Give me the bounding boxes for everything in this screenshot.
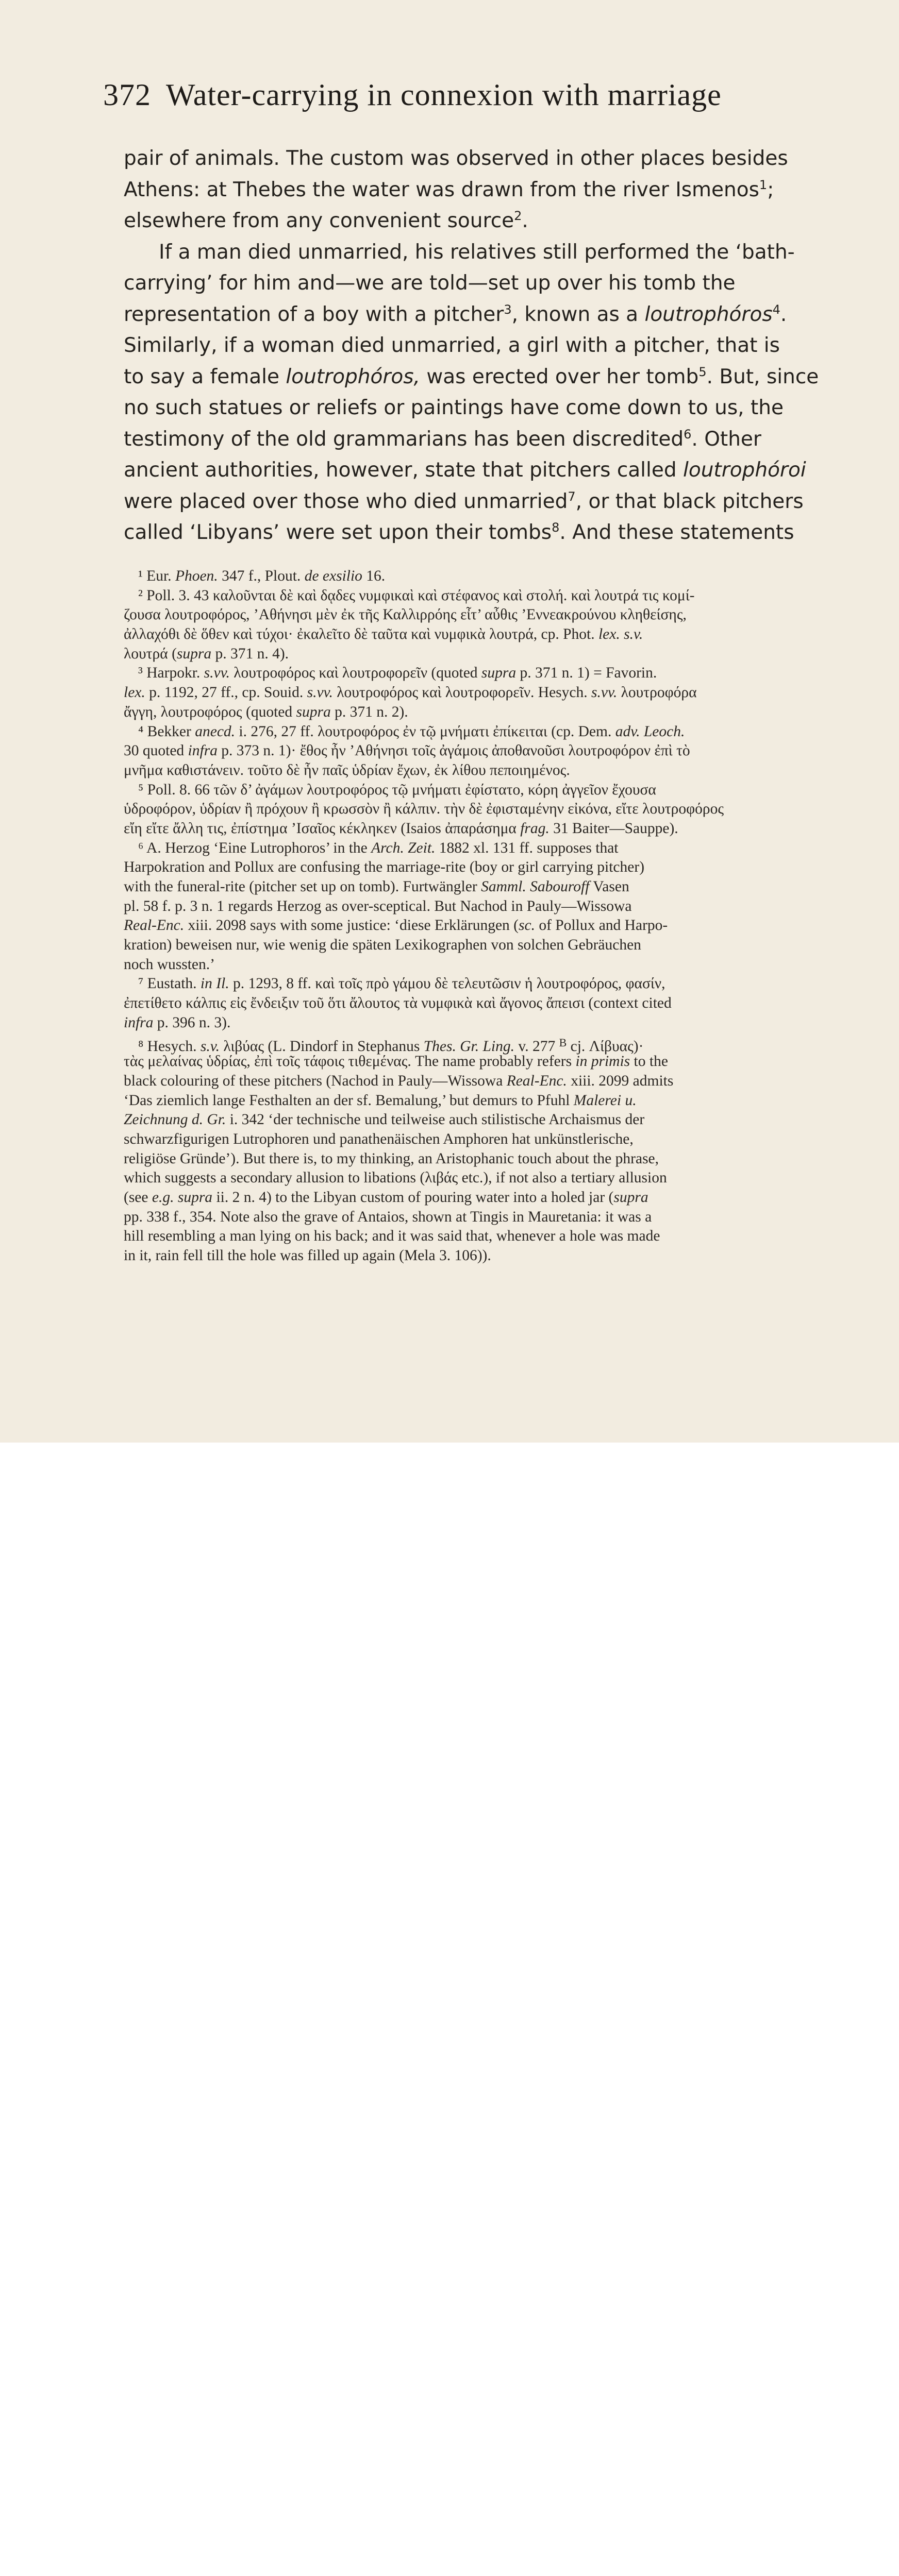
text-span: Similarly, if a woman died unmarried, a girl with a pitcher, that is	[124, 334, 780, 357]
text-span: , known as a	[511, 302, 645, 326]
fn-span: ἐπετίθετο κάλπις εἰς ἔνδειξιν τοῦ ὅτι ἄλουτος τὰ νυμφικὰ καὶ ἄγονος ἄπεισι (context cited	[124, 995, 672, 1012]
text-span: .	[522, 209, 528, 232]
footnote-line	[124, 1110, 851, 1130]
text-span: . And these statements	[559, 521, 794, 544]
fn-italic: e.g. supra	[152, 1189, 213, 1206]
text-span: pair of animals. The custom was observed in other places besides	[124, 147, 788, 170]
italic-term: loutrophóroi	[683, 459, 806, 482]
footnote-ref: 4	[772, 302, 780, 317]
text-line	[124, 268, 845, 299]
footnote-line	[124, 1227, 851, 1246]
fn-italic: Real-Enc.	[124, 917, 185, 934]
fn-italic: lex.	[124, 684, 145, 701]
fn-italic: supra	[176, 645, 212, 662]
text-line	[124, 517, 845, 549]
fn-italic: supra	[613, 1189, 648, 1206]
fn-italic: s.vv.	[307, 684, 333, 701]
fn-span: of Pollux and Harpo-	[535, 917, 668, 934]
text-line	[124, 175, 845, 206]
fn-span: (see	[124, 1189, 152, 1206]
footnote-line	[124, 1013, 851, 1033]
fn-span: ii. 2 n. 4) to the Libyan custom of pouring water into a holed jar (	[212, 1189, 614, 1206]
fn-italic: supra	[481, 665, 517, 682]
text-span: representation of a boy with a pitcher	[124, 302, 504, 326]
fn-italic: Malerei u.	[573, 1092, 637, 1109]
fn-span: xiii. 2099 admits	[567, 1072, 674, 1089]
fn-italic: Arch. Zeit.	[371, 839, 436, 856]
fn-span: ⁸ Hesych.	[138, 1038, 201, 1055]
footnote-line	[124, 916, 851, 936]
fn-span: schwarzfigurigen Lutrophoren und panathenäischen Amphoren hat unkünstlerische,	[124, 1130, 634, 1147]
fn-span: hill resembling a man lying on his back; and it was said that, whenever a hole was made	[124, 1228, 660, 1245]
fn-span: ² Poll. 3. 43 καλοῦνται δὲ καὶ δᾳδες νυμφικαὶ καὶ στέφανος καὶ στολή. καὶ λουτρά τις κομί-	[138, 587, 695, 604]
fn-italic: infra	[188, 742, 218, 759]
fn-italic: s.v.	[200, 1038, 220, 1055]
fn-span: i. 276, 27 ff. λουτροφόρος ἐν τῷ μνήματι ἐπίκειται (cp. Dem.	[235, 723, 615, 740]
running-title: Water-carrying in connexion with marriage	[165, 78, 722, 112]
text-line	[124, 237, 845, 268]
footnote-line	[124, 800, 851, 819]
fn-span: 347 f., Plout.	[218, 568, 305, 584]
footnote-line	[124, 761, 851, 781]
footnote-line	[124, 819, 851, 839]
footnote-line	[124, 1130, 851, 1149]
text-span: ;	[767, 178, 774, 201]
fn-span: ‘Das ziemlich lange Festhalten an der sf. Bemalung,’ but demurs to Pfuhl	[124, 1092, 574, 1109]
fn-span: i. 342 ‘der technische und teilweise auch stilistische Archaismus der	[226, 1111, 645, 1128]
fn-italic: anecd.	[195, 723, 236, 740]
footnote-ref: 7	[568, 489, 576, 504]
fn-span: ¹ Eur.	[138, 568, 175, 584]
italic-term: loutrophóros	[644, 302, 773, 326]
footnote-line	[124, 625, 851, 645]
fn-span: p. 371 n. 4).	[211, 645, 289, 662]
fn-span: ³ Harpokr.	[138, 665, 204, 682]
fn-italic: s.vv.	[591, 684, 618, 701]
footnote-line	[124, 1072, 851, 1091]
fn-span: 30 quoted	[124, 742, 188, 759]
text-line	[124, 455, 845, 486]
footnote-line	[124, 955, 851, 975]
text-span: If a man died unmarried, his relatives still performed the ‘bath-	[159, 240, 795, 264]
footnote-line	[124, 683, 851, 703]
fn-italic: s.vv.	[204, 665, 230, 682]
text-span: ancient authorities, however, state that pitchers called	[124, 459, 683, 482]
fn-span: ⁵ Poll. 8. 66 τῶν δ’ ἀγάμων λουτροφόρος τῷ μνήματι ἐφίστατο, κόρη ἀγγεῖον ἔχουσα	[138, 781, 656, 798]
text-line	[124, 299, 845, 331]
text-span: no such statues or reliefs or paintings have come down to us, the	[124, 396, 784, 419]
fn-italic: supra	[296, 703, 331, 720]
fn-span: ζουσα λουτροφόρος, ’Αθήνησι μὲν ἐκ τῆς Καλλιρρόης εἶτ’ αὖθις ’Εννεακρούνου κληθείσης,	[124, 606, 687, 623]
fn-span: ἀλλαχόθι δὲ ὅθεν καὶ τύχοι· ἐκαλεῖτο δὲ ταῦτα καὶ νυμφικὰ λουτρά, cp. Phot.	[124, 626, 598, 643]
footnote-ref: 8	[552, 520, 560, 535]
fn-italic: in Il.	[200, 975, 229, 992]
fn-span: p. 371 n. 2).	[330, 703, 408, 720]
fn-span: kration) beweisen nur, wie wenig die späten Lexikographen von solchen Gebräuchen	[124, 937, 641, 954]
text-line	[124, 143, 845, 175]
fn-span: ἄγγη, λουτροφόρος (quoted	[124, 703, 296, 720]
footnote-line	[124, 839, 851, 858]
fn-span: p. 373 n. 1)· ἔθος ἦν ’Αθήνησι τοῖς ἀγάμοις ἀποθανοῦσι λουτροφόρον ἐπὶ τὸ	[217, 742, 690, 759]
footnote-line	[124, 605, 851, 625]
footnote-line	[124, 877, 851, 897]
footnote-line	[124, 781, 851, 800]
fn-span: 31 Baiter—Sauppe).	[549, 820, 678, 837]
text-span: . But, since	[706, 365, 819, 388]
text-line	[124, 393, 845, 424]
footnote-line	[124, 974, 851, 994]
footnote-line	[124, 1149, 851, 1169]
fn-italic: de exsilio	[304, 568, 362, 584]
footnote-line	[124, 1168, 851, 1188]
fn-italic: in primis	[575, 1053, 630, 1070]
text-span: Athens: at Thebes the water was drawn from the river Ismenos	[124, 178, 759, 201]
fn-span: to the	[630, 1053, 668, 1070]
text-span: elsewhere from any convenient source	[124, 209, 514, 232]
text-span: , or that black pitchers	[575, 489, 804, 513]
fn-span: p. 371 n. 1) = Favorin.	[516, 665, 657, 682]
footnote-line	[124, 741, 851, 761]
fn-span: ⁶ A. Herzog ‘Eine Lutrophoros’ in the	[138, 839, 372, 856]
text-line	[124, 330, 845, 362]
text-span: was erected over her tomb	[420, 365, 699, 388]
fn-italic: Samml. Sabouroff	[481, 878, 590, 895]
footnote-line	[124, 1033, 851, 1053]
fn-span: λιβύας (L. Dindorf in Stephanus	[220, 1038, 424, 1055]
fn-span: noch wussten.’	[124, 956, 215, 973]
fn-span: ⁷ Eustath.	[138, 975, 201, 992]
running-header	[103, 77, 851, 113]
fn-italic: adv. Leoch.	[615, 723, 685, 740]
text-line	[124, 486, 845, 518]
text-span: to say a female	[124, 365, 286, 388]
footnote-line	[124, 994, 851, 1013]
fn-span: p. 396 n. 3).	[153, 1014, 231, 1031]
text-span: were placed over those who died unmarried	[124, 489, 568, 513]
fn-italic: Thes. Gr. Ling.	[423, 1038, 514, 1055]
fn-span: 1882 xl. 131 ff. supposes that	[435, 839, 619, 856]
fn-italic: sc.	[519, 917, 535, 934]
footnote-ref: 6	[684, 427, 692, 442]
fn-span: in it, rain fell till the hole was filled up again (Mela 3. 106)).	[124, 1247, 491, 1264]
footnote-ref: 2	[514, 209, 522, 223]
footnote-line	[124, 858, 851, 877]
fn-span: λουτροφόρος καὶ λουτροφορεῖν. Hesych.	[332, 684, 591, 701]
main-text	[124, 143, 845, 549]
footnote-line	[124, 1091, 851, 1111]
fn-italic: Real-Enc.	[506, 1072, 567, 1089]
viewer-footer	[0, 1443, 899, 1485]
fn-span: λουτροφόρα	[617, 684, 697, 701]
fn-span: p. 1293, 8 ff. καὶ τοῖς πρὸ γάμου δὲ τελευτῶσιν ἡ λουτροφόρος, φασίν,	[229, 975, 665, 992]
fn-span: xiii. 2098 says with some justice: ‘diese Erklärungen (	[184, 917, 519, 934]
footnote-line	[124, 897, 851, 917]
text-span: .	[780, 302, 787, 326]
footnote-ref: 3	[504, 302, 512, 317]
footnote-line	[124, 645, 851, 664]
footnote-line	[124, 1246, 851, 1266]
footnote-ref: 1	[759, 177, 768, 192]
fn-italic: Zeichnung d. Gr.	[124, 1111, 226, 1128]
fn-span: εἴη εἴτε ἄλλη τις, ἐπίστημα ’Ισαῖος κέκληκεν (Isaios ἀπαράσημα	[124, 820, 521, 837]
fn-span: with the funeral-rite (pitcher set up on tomb). Furtwängler	[124, 878, 481, 895]
footnote-ref: 5	[698, 364, 707, 379]
fn-span: τὰς μελαίνας ὑδρίας, ἐπὶ τοῖς τάφοις τιθεμένας. The name probably refers	[124, 1053, 576, 1070]
fn-italic: infra	[124, 1014, 154, 1031]
fn-small: B	[559, 1036, 567, 1049]
fn-span: Harpokration and Pollux are confusing the marriage-rite (boy or girl carrying pitcher)	[124, 859, 645, 876]
fn-span: 16.	[362, 568, 386, 584]
footnote-line	[124, 1052, 851, 1072]
fn-span: ⁴ Bekker	[138, 723, 195, 740]
text-span: called ‘Libyans’ were set upon their tombs	[124, 521, 552, 544]
text-line	[124, 424, 845, 455]
fn-span: black colouring of these pitchers (Nachod in Pauly—Wissowa	[124, 1072, 507, 1089]
fn-span: cj. Λίβυας)·	[567, 1038, 644, 1055]
footnote-line	[124, 586, 851, 606]
footnote-line	[124, 722, 851, 742]
fn-italic: lex. s.v.	[598, 626, 643, 643]
footnote-line	[124, 664, 851, 683]
text-line	[124, 362, 845, 393]
fn-span: which suggests a secondary allusion to libations (λιβάς etc.), if not also a tertiary allusion	[124, 1170, 667, 1187]
fn-span: p. 1192, 27 ff., cp. Souid.	[145, 684, 307, 701]
fn-span: pl. 58 f. p. 3 n. 1 regards Herzog as over-sceptical. But Nachod in Pauly—Wissowa	[124, 897, 632, 914]
text-line	[124, 206, 845, 237]
fn-span: Vasen	[589, 878, 629, 895]
page-number: 372	[103, 78, 151, 112]
fn-span: ὑδροφόρον, ὑδρίαν ἢ πρόχουν ἢ κρωσσὸν ἢ κάλπιν. τὴν δὲ ἐφισταμένην εἰκόνα, εἴτε λουτροφόρος	[124, 801, 724, 818]
fn-italic: Phoen.	[175, 568, 218, 584]
footnote-line	[124, 1208, 851, 1227]
footnote-line	[124, 936, 851, 955]
footnote-line	[124, 567, 851, 586]
fn-span: religiöse Gründe’). But there is, to my thinking, an Aristophanic touch about the phrase,	[124, 1150, 659, 1167]
fn-span: μνῆμα καθιστάνειν. τοῦτο δὲ ἦν παῖς ὑδρίαν ἔχων, ἐκ λίθου πεποιημένος.	[124, 761, 570, 778]
text-span: testimony of the old grammarians has been discredited	[124, 427, 684, 451]
text-span: carrying’ for him and—we are told—set up over his tomb the	[124, 272, 736, 295]
text-span: . Other	[691, 427, 761, 451]
footnote-line	[124, 1188, 851, 1208]
fn-span: λουτρά (	[124, 645, 177, 662]
fn-italic: frag.	[520, 820, 550, 837]
footnote-line	[124, 703, 851, 722]
fn-span: λουτροφόρος καὶ λουτροφορεῖν (quoted	[229, 665, 481, 682]
fn-span: pp. 338 f., 354. Note also the grave of Antaios, shown at Tingis in Mauretania: it was a	[124, 1208, 652, 1225]
italic-term: loutrophóros,	[286, 365, 420, 388]
footnotes	[124, 567, 851, 1266]
fn-span: v. 277	[514, 1038, 559, 1055]
